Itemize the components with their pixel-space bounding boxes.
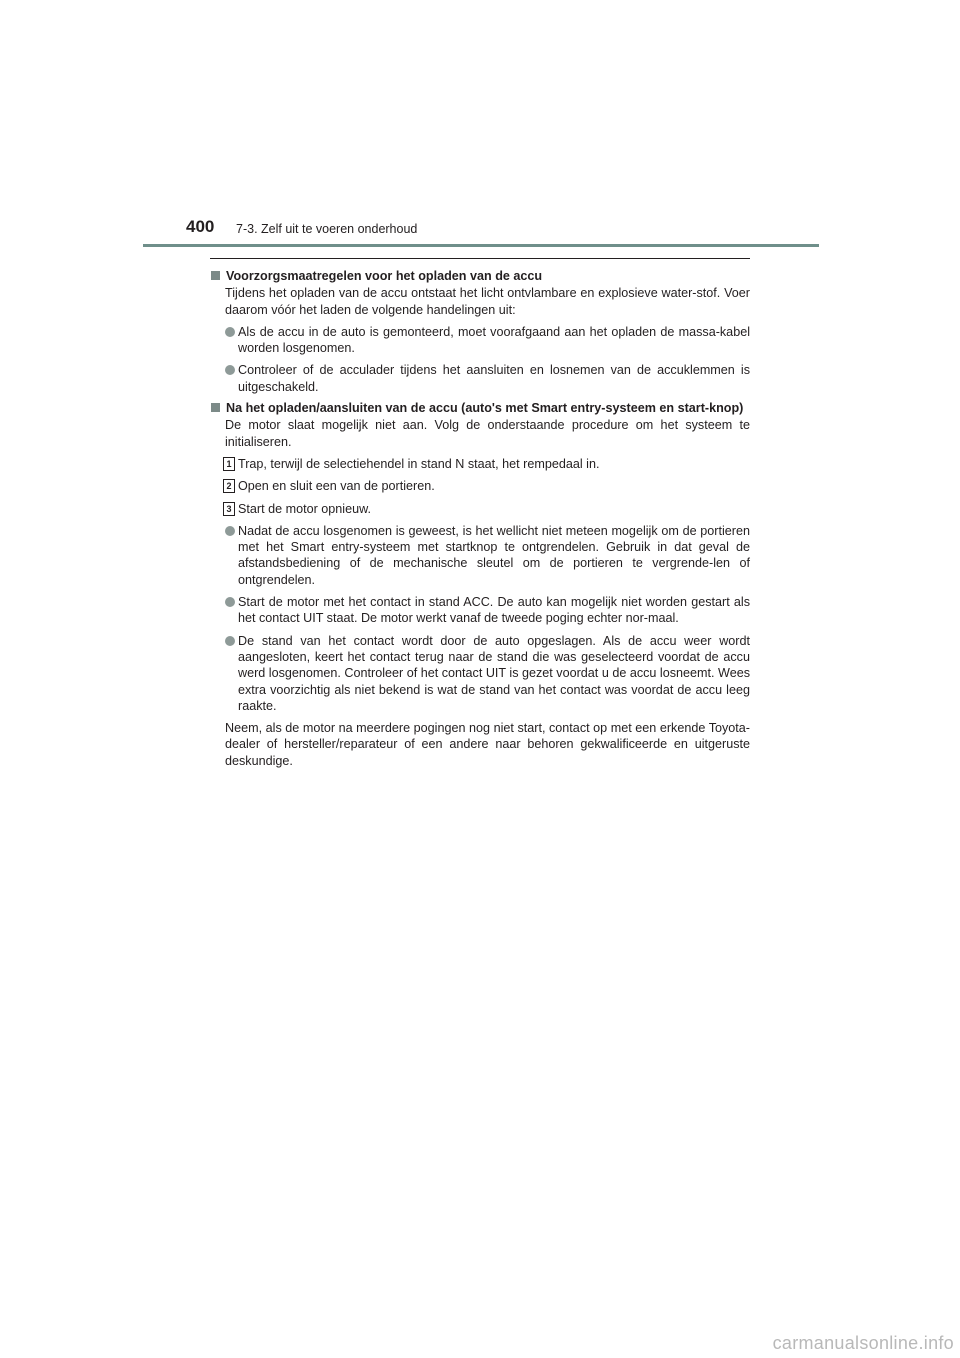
step-number: 3 — [223, 502, 235, 516]
heading-text: Na het opladen/aansluiten van de accu (auto's met Smart entry-systeem en start-knop) — [226, 401, 744, 416]
step-item — [210, 456, 750, 472]
step-item — [210, 478, 750, 494]
content-top-rule — [210, 258, 750, 259]
header-rule — [143, 244, 819, 247]
list-item-text: Start de motor met het contact in stand ACC. De auto kan mogelijk niet worden gestart als het contact UIT staat. De motor werkt vanaf de tweede poging echter nor-maal. — [238, 595, 750, 626]
circle-bullet-icon — [225, 597, 235, 607]
list-item — [210, 523, 750, 588]
section-heading — [210, 268, 750, 284]
list-item-text: Nadat de accu losgenomen is geweest, is het wellicht niet meteen mogelijk om de portieren met het Smart entry-systeem met startknop te ontgrendelen. Gebruik in dat geval de afstandsbediening of de mechanische sleutel om de portieren te vergrende-len of ontgrendelen. — [238, 523, 750, 587]
list-item-text: De stand van het contact wordt door de auto opgeslagen. Als de accu weer wordt aangesloten, keert het contact terug naar de stand die was geselecteerd voordat de accu werd losgenomen. Controleer of het contact UIT is gezet voordat u de accu losneemt. Wees extra voorzichtig als niet bekend is wat de stand van het contact was voordat de accu leeg raakte. — [238, 633, 750, 713]
page-number: 400 — [186, 217, 215, 236]
circle-bullet-icon — [225, 365, 235, 375]
step-text: Trap, terwijl de selectiehendel in stand N staat, het rempedaal in. — [238, 456, 600, 471]
watermark: carmanualsonline.info — [772, 1333, 954, 1353]
section-intro: Tijdens het opladen van de accu ontstaat het licht ontvlambare en explosieve water-stof. Voer daarom vóór het laden de volgende handelingen uit: — [225, 286, 750, 317]
step-text: Open en sluit een van de portieren. — [238, 479, 435, 494]
circle-bullet-icon — [225, 636, 235, 646]
step-item — [210, 501, 750, 517]
section-title: 7-3. Zelf uit te voeren onderhoud — [236, 222, 418, 236]
section-heading — [210, 400, 750, 416]
list-item — [210, 362, 750, 395]
circle-bullet-icon — [225, 526, 235, 536]
step-number: 1 — [223, 457, 235, 471]
circle-bullet-icon — [225, 327, 235, 337]
list-item-text: Als de accu in de auto is gemonteerd, moet voorafgaand aan het opladen de massa-kabel worden losgenomen. — [238, 324, 750, 356]
square-bullet-icon — [211, 403, 220, 412]
step-text: Start de motor opnieuw. — [238, 501, 372, 516]
page-content — [210, 258, 750, 769]
list-item — [210, 633, 750, 714]
list-item — [210, 594, 750, 627]
heading-text: Voorzorgsmaatregelen voor het opladen van de accu — [226, 269, 543, 283]
closing-paragraph: Neem, als de motor na meerdere pogingen nog niet start, contact op met een erkende Toyota-dealer of hersteller/reparateur of een andere naar behoren gekwalificeerde en uitgeruste deskundige. — [225, 721, 750, 768]
step-number: 2 — [223, 479, 235, 493]
section-intro: De motor slaat mogelijk niet aan. Volg de onderstaande procedure om het systeem te initialiseren. — [225, 418, 750, 449]
list-item-text: Controleer of de acculader tijdens het aansluiten en losnemen van de accuklemmen is uitgeschakeld. — [238, 363, 750, 394]
list-item — [210, 324, 750, 357]
square-bullet-icon — [211, 271, 220, 280]
